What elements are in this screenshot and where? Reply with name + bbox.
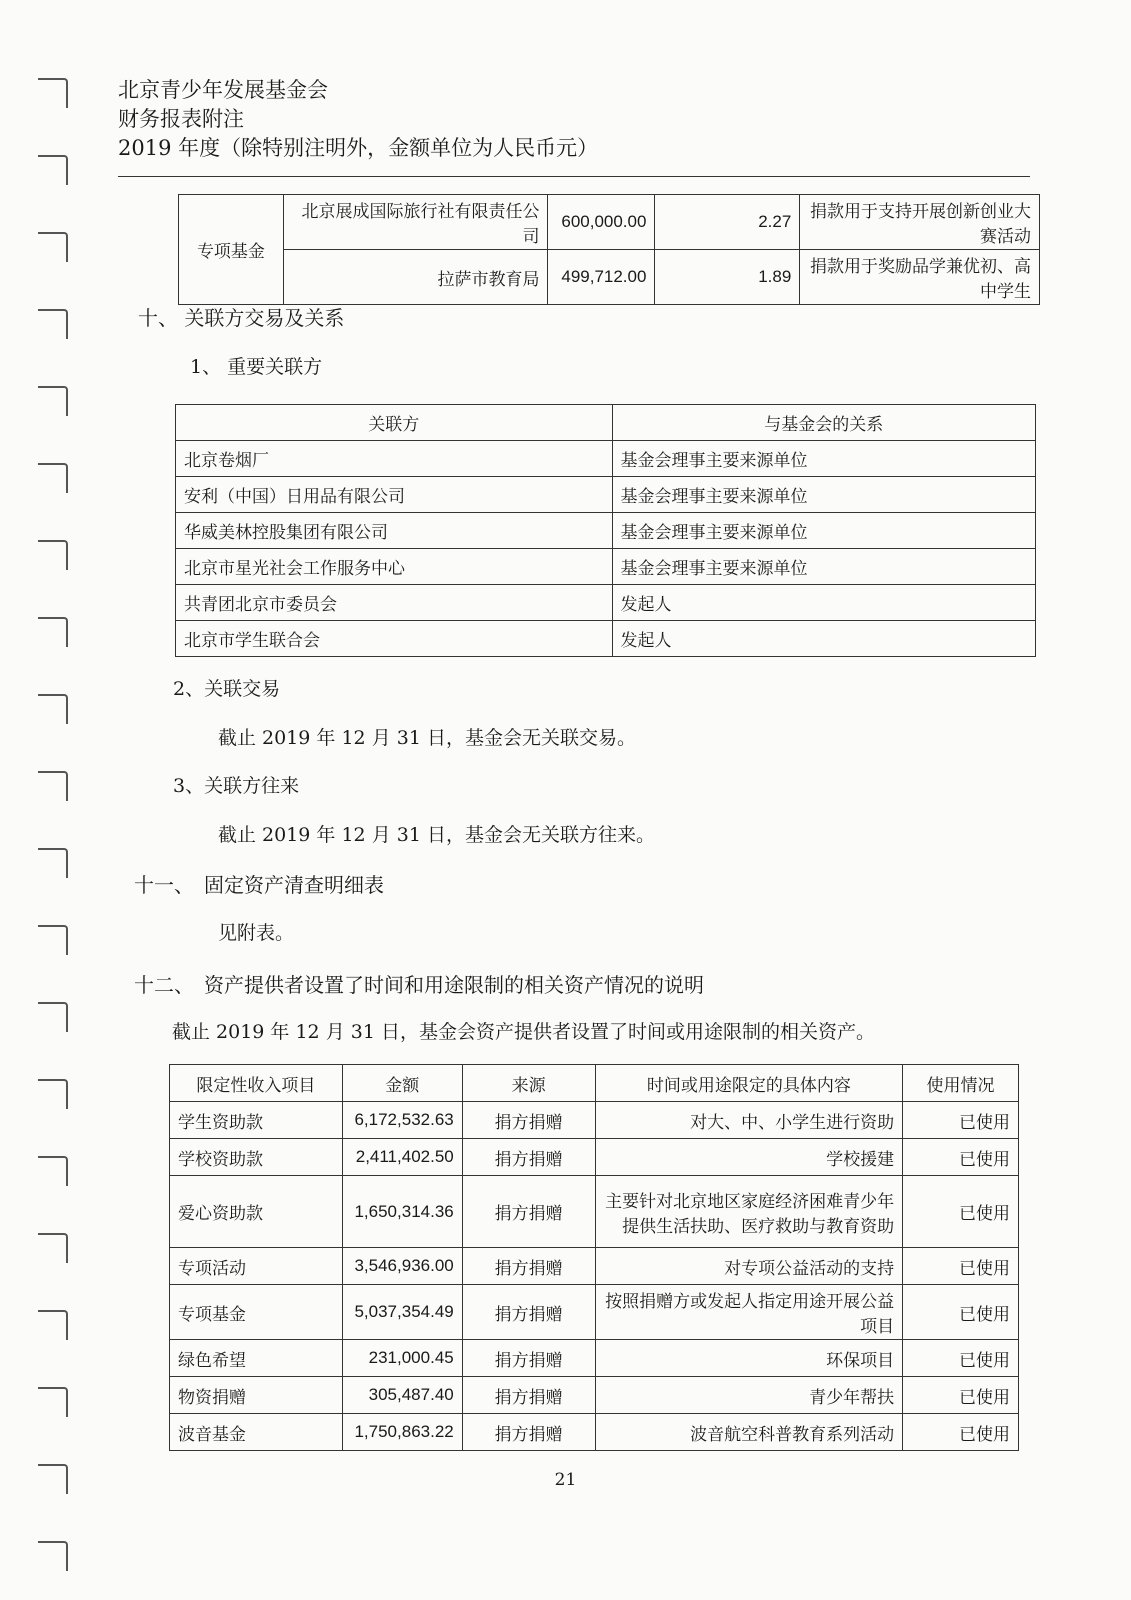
restriction-cell: 主要针对北京地区家庭经济困难青少年提供生活扶助、医疗救助与教育资助 <box>595 1176 903 1248</box>
relation-cell: 基金会理事主要来源单位 <box>612 513 1036 549</box>
source-cell: 捐方捐赠 <box>462 1176 595 1248</box>
amount-cell: 1,650,314.36 <box>342 1176 462 1248</box>
table-row <box>170 1102 1019 1139</box>
party-cell: 华威美林控股集团有限公司 <box>176 513 613 549</box>
party-cell: 共青团北京市委员会 <box>176 585 613 621</box>
org-name: 北京青少年发展基金会 <box>118 78 328 102</box>
relation-cell: 基金会理事主要来源单位 <box>612 549 1036 585</box>
binding-ring <box>38 771 68 801</box>
binding-ring <box>38 463 68 493</box>
relation-cell: 基金会理事主要来源单位 <box>612 477 1036 513</box>
party-cell: 北京市星光社会工作服务中心 <box>176 549 613 585</box>
binding-rings <box>38 0 78 1600</box>
binding-ring <box>38 925 68 955</box>
table-row <box>179 195 1040 250</box>
usage-cell: 已使用 <box>903 1340 1019 1377</box>
item-cell: 学校资助款 <box>170 1139 343 1176</box>
column-header: 关联方 <box>176 405 613 441</box>
amount-cell: 499,712.00 <box>548 250 655 305</box>
table-row <box>170 1414 1019 1451</box>
item-cell: 专项活动 <box>170 1248 343 1285</box>
table-row <box>170 1377 1019 1414</box>
item-cell: 绿色希望 <box>170 1340 343 1377</box>
party-cell: 北京卷烟厂 <box>176 441 613 477</box>
related-parties-table <box>175 404 1036 657</box>
column-header: 与基金会的关系 <box>612 405 1036 441</box>
source-cell: 捐方捐赠 <box>462 1377 595 1414</box>
amount-cell: 1,750,863.22 <box>342 1414 462 1451</box>
table-row <box>170 1176 1019 1248</box>
subsection-3-title: 3、关联方往来 <box>173 775 300 797</box>
ratio-cell: 2.27 <box>655 195 800 250</box>
source-cell: 捐方捐赠 <box>462 1139 595 1176</box>
binding-ring <box>38 540 68 570</box>
restricted-assets-table <box>169 1064 1019 1451</box>
source-cell: 捐方捐赠 <box>462 1285 595 1340</box>
binding-ring <box>38 1079 68 1109</box>
report-period: 2019 年度（除特别注明外，金额单位为人民币元） <box>118 136 599 160</box>
restriction-cell: 波音航空科普教育系列活动 <box>595 1414 903 1451</box>
binding-ring <box>38 78 68 108</box>
binding-ring <box>38 309 68 339</box>
table-row <box>176 441 1036 477</box>
source-cell: 捐方捐赠 <box>462 1102 595 1139</box>
relation-cell: 发起人 <box>612 621 1036 657</box>
amount-cell: 6,172,532.63 <box>342 1102 462 1139</box>
restriction-cell: 对专项公益活动的支持 <box>595 1248 903 1285</box>
page-number: 21 <box>554 1470 577 1490</box>
binding-ring <box>38 694 68 724</box>
section-12-title: 十二、 资产提供者设置了时间和用途限制的相关资产情况的说明 <box>134 973 704 997</box>
subsection-2-title: 2、关联交易 <box>173 678 281 700</box>
table-row <box>176 585 1036 621</box>
binding-ring <box>38 1310 68 1340</box>
usage-cell: 已使用 <box>903 1176 1019 1248</box>
amount-cell: 305,487.40 <box>342 1377 462 1414</box>
table-header-row <box>170 1065 1019 1102</box>
ratio-cell: 1.89 <box>655 250 800 305</box>
restriction-cell: 环保项目 <box>595 1340 903 1377</box>
item-cell: 爱心资助款 <box>170 1176 343 1248</box>
amount-cell: 231,000.45 <box>342 1340 462 1377</box>
section-11-text: 见附表。 <box>218 922 295 944</box>
table-row <box>176 477 1036 513</box>
relation-cell: 发起人 <box>612 585 1036 621</box>
table-row <box>176 513 1036 549</box>
restriction-cell: 按照捐赠方或发起人指定用途开展公益项目 <box>595 1285 903 1340</box>
binding-ring <box>38 1002 68 1032</box>
amount-cell: 3,546,936.00 <box>342 1248 462 1285</box>
purpose-cell: 捐款用于奖励品学兼优初、高中学生 <box>800 250 1040 305</box>
source-cell: 捐方捐赠 <box>462 1340 595 1377</box>
donor-cell: 拉萨市教育局 <box>283 250 548 305</box>
category-cell: 专项基金 <box>179 195 284 305</box>
table-row <box>170 1285 1019 1340</box>
column-header: 时间或用途限定的具体内容 <box>595 1065 903 1102</box>
purpose-cell: 捐款用于支持开展创新创业大赛活动 <box>800 195 1040 250</box>
item-cell: 波音基金 <box>170 1414 343 1451</box>
column-header: 使用情况 <box>903 1065 1019 1102</box>
section-12-text: 截止 2019 年 12 月 31 日，基金会资产提供者设置了时间或用途限制的相关资产。 <box>172 1021 875 1043</box>
party-cell: 北京市学生联合会 <box>176 621 613 657</box>
donor-cell: 北京展成国际旅行社有限责任公司 <box>283 195 548 250</box>
usage-cell: 已使用 <box>903 1139 1019 1176</box>
header-rule <box>118 176 1030 177</box>
binding-ring <box>38 232 68 262</box>
binding-ring <box>38 848 68 878</box>
item-cell: 专项基金 <box>170 1285 343 1340</box>
item-cell: 物资捐赠 <box>170 1377 343 1414</box>
binding-ring <box>38 386 68 416</box>
usage-cell: 已使用 <box>903 1377 1019 1414</box>
table-row <box>170 1139 1019 1176</box>
usage-cell: 已使用 <box>903 1414 1019 1451</box>
binding-ring <box>38 1156 68 1186</box>
usage-cell: 已使用 <box>903 1285 1019 1340</box>
table-header-row <box>176 405 1036 441</box>
table-row <box>179 250 1040 305</box>
table-row <box>170 1248 1019 1285</box>
subsection-2-text: 截止 2019 年 12 月 31 日，基金会无关联交易。 <box>218 727 636 749</box>
binding-ring <box>38 155 68 185</box>
restriction-cell: 对大、中、小学生进行资助 <box>595 1102 903 1139</box>
page-header <box>118 76 598 163</box>
source-cell: 捐方捐赠 <box>462 1248 595 1285</box>
item-cell: 学生资助款 <box>170 1102 343 1139</box>
column-header: 限定性收入项目 <box>170 1065 343 1102</box>
subsection-3-text: 截止 2019 年 12 月 31 日，基金会无关联方往来。 <box>218 824 655 846</box>
binding-ring <box>38 617 68 647</box>
section-11-title: 十一、 固定资产清查明细表 <box>134 873 384 897</box>
section-10-title: 十、 关联方交易及关系 <box>138 306 345 330</box>
source-cell: 捐方捐赠 <box>462 1414 595 1451</box>
binding-ring <box>38 1233 68 1263</box>
usage-cell: 已使用 <box>903 1248 1019 1285</box>
restriction-cell: 青少年帮扶 <box>595 1377 903 1414</box>
column-header: 来源 <box>462 1065 595 1102</box>
special-fund-table <box>178 194 1040 305</box>
party-cell: 安利（中国）日用品有限公司 <box>176 477 613 513</box>
binding-ring <box>38 1541 68 1571</box>
doc-title: 财务报表附注 <box>118 107 244 131</box>
amount-cell: 600,000.00 <box>548 195 655 250</box>
restriction-cell: 学校援建 <box>595 1139 903 1176</box>
table-row <box>176 549 1036 585</box>
relation-cell: 基金会理事主要来源单位 <box>612 441 1036 477</box>
table-row <box>176 621 1036 657</box>
binding-ring <box>38 1387 68 1417</box>
column-header: 金额 <box>342 1065 462 1102</box>
usage-cell: 已使用 <box>903 1102 1019 1139</box>
amount-cell: 5,037,354.49 <box>342 1285 462 1340</box>
subsection-1-title: 1、 重要关联方 <box>190 356 323 378</box>
amount-cell: 2,411,402.50 <box>342 1139 462 1176</box>
table-row <box>170 1340 1019 1377</box>
